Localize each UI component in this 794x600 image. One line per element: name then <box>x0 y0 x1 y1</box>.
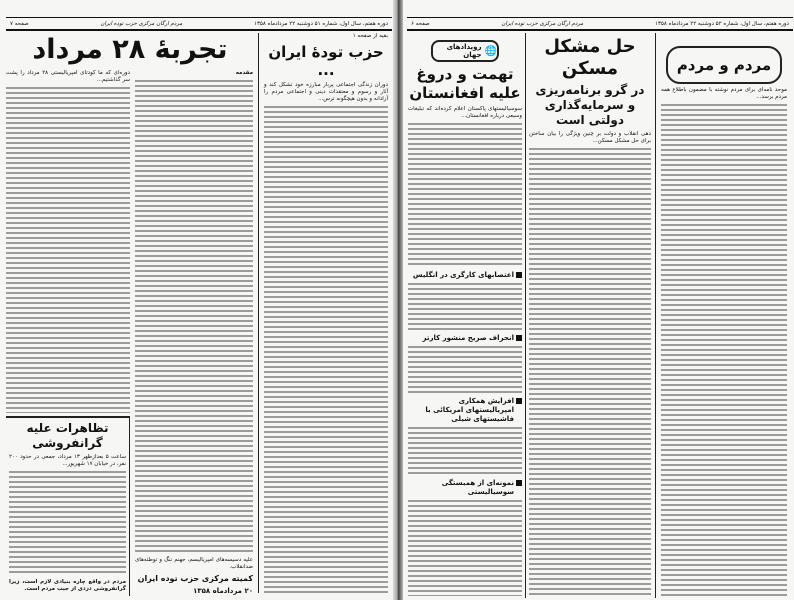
article-body <box>408 500 522 597</box>
headline: تظاهرات علیه گرانفروشی <box>26 421 109 450</box>
headline: حل مشکل مسکن <box>544 36 636 79</box>
article-body <box>408 427 522 475</box>
article-lead: دوران زندگی اجتماعی پربار مبارزه خود تشکل کند و آثار و رسوم و معتقدات دینی و اجتماعی مردم را آزادانه و بدون هیچگونه ترس... <box>264 82 388 102</box>
closing-text: مردم در واقع چاره بنیادی لازم است، زیرا گرانفروشی دزدی از جیب مردم است. <box>9 579 126 592</box>
paper-name: مردم ارگان مرکزی حزب توده ایران <box>100 20 183 27</box>
masthead <box>407 17 793 31</box>
column-divider <box>655 33 656 598</box>
column-lead: موحد نامه‌ای برای مردم نوشته با مضمون باطلاع همه مردم برسد... <box>661 87 787 100</box>
column-body <box>661 104 787 596</box>
issue-info: دوره هفتم، سال اول، شماره ۵۲ دوشنبه ۲۲ مردادماه ۱۳۵۸ <box>655 20 789 27</box>
article-body <box>408 346 522 394</box>
subheading: انحراف صریح منشور کارتر <box>408 334 522 343</box>
subheading: افزایش همکاری امپریالیستهای امریکائی با فاشیستهای شیلی <box>408 397 522 424</box>
paper-name: مردم ارگان مرکزی حزب توده ایران <box>501 20 584 27</box>
column-divider <box>525 33 526 598</box>
column-divider <box>258 33 259 593</box>
article-body <box>408 123 522 268</box>
page-number: صفحه ۷ <box>10 20 29 27</box>
article-lead: سوسیالیستهای پاکستان اعلام کرده‌اند که تبلیغات وسیعی درباره افغانستان... <box>408 106 522 119</box>
box-article <box>6 416 130 596</box>
article-lead: دهی انقلاب و دولت بر چنین ویژگی را بیان ساختن برای حل مشکل مسکن... <box>529 131 651 144</box>
signature: کمیته مرکزی حزب توده ایران <box>137 574 253 583</box>
article-body <box>6 87 130 413</box>
article-body <box>9 471 126 576</box>
article-body <box>264 106 388 596</box>
left-page <box>0 0 393 600</box>
section-badge: 🌐 رویدادهای جهان <box>431 40 499 62</box>
headline: تهمت و دروغ علیه افغانستان <box>409 65 521 102</box>
bullet-icon <box>516 335 522 341</box>
globe-icon: 🌐 <box>484 45 497 57</box>
subheading: اعتصابهای کارگری در انگلیس <box>408 271 522 280</box>
main-article-column-2 <box>135 70 253 596</box>
bullet-icon <box>516 272 522 278</box>
signature-date: ۲۰ مردادماه ۱۳۵۸ <box>193 587 253 595</box>
article-lead: ساعت ۵ بعدازظهر ۱۳ مرداد، جمعی در حدود ۲۰۰ نفر، در خیابان ۱۷ شهریور... <box>9 454 126 467</box>
article-body <box>529 148 651 596</box>
continued-label: بقیه از صفحه ۱ <box>352 33 388 39</box>
headline: تجربهٔ ۲۸ مرداد <box>32 34 228 65</box>
subheading: نمونه‌ای از همبستگی سوسیالیستی <box>408 479 522 497</box>
closing-text: علیه دسیسه‌های امپریالیسم، جهنم ننگ و توطئه‌های ضدانقلاب. <box>135 557 253 570</box>
section-label: مقدمه <box>235 70 253 76</box>
subheadline: در گرو برنامه‌ریزی و سرمایه‌گذاری دولتی است <box>535 83 645 127</box>
article-body <box>135 80 253 554</box>
mardom-column <box>661 46 787 596</box>
housing-column <box>529 36 651 596</box>
world-column <box>408 40 522 596</box>
article-lead: دوره‌ای که ما کودتای امپریالیستی ۲۸ مرداد را پشت سر گذاشتیم... <box>6 70 131 83</box>
headline: حزب تودهٔ ایران ... <box>268 43 384 79</box>
masthead <box>6 17 392 31</box>
article-body <box>408 283 522 331</box>
bullet-icon <box>516 480 522 486</box>
column-logo: مردم و مردم <box>666 46 782 84</box>
page-number: صفحه ۶ <box>411 20 430 27</box>
right-page <box>403 0 794 600</box>
page-gutter <box>393 0 403 600</box>
main-article-column <box>6 70 130 596</box>
continued-article-column <box>264 33 388 596</box>
bullet-icon <box>516 398 522 404</box>
issue-info: دوره هفتم، سال اول، شماره ۵۱ دوشنبه ۲۲ مردادماه ۱۳۵۸ <box>254 20 388 27</box>
